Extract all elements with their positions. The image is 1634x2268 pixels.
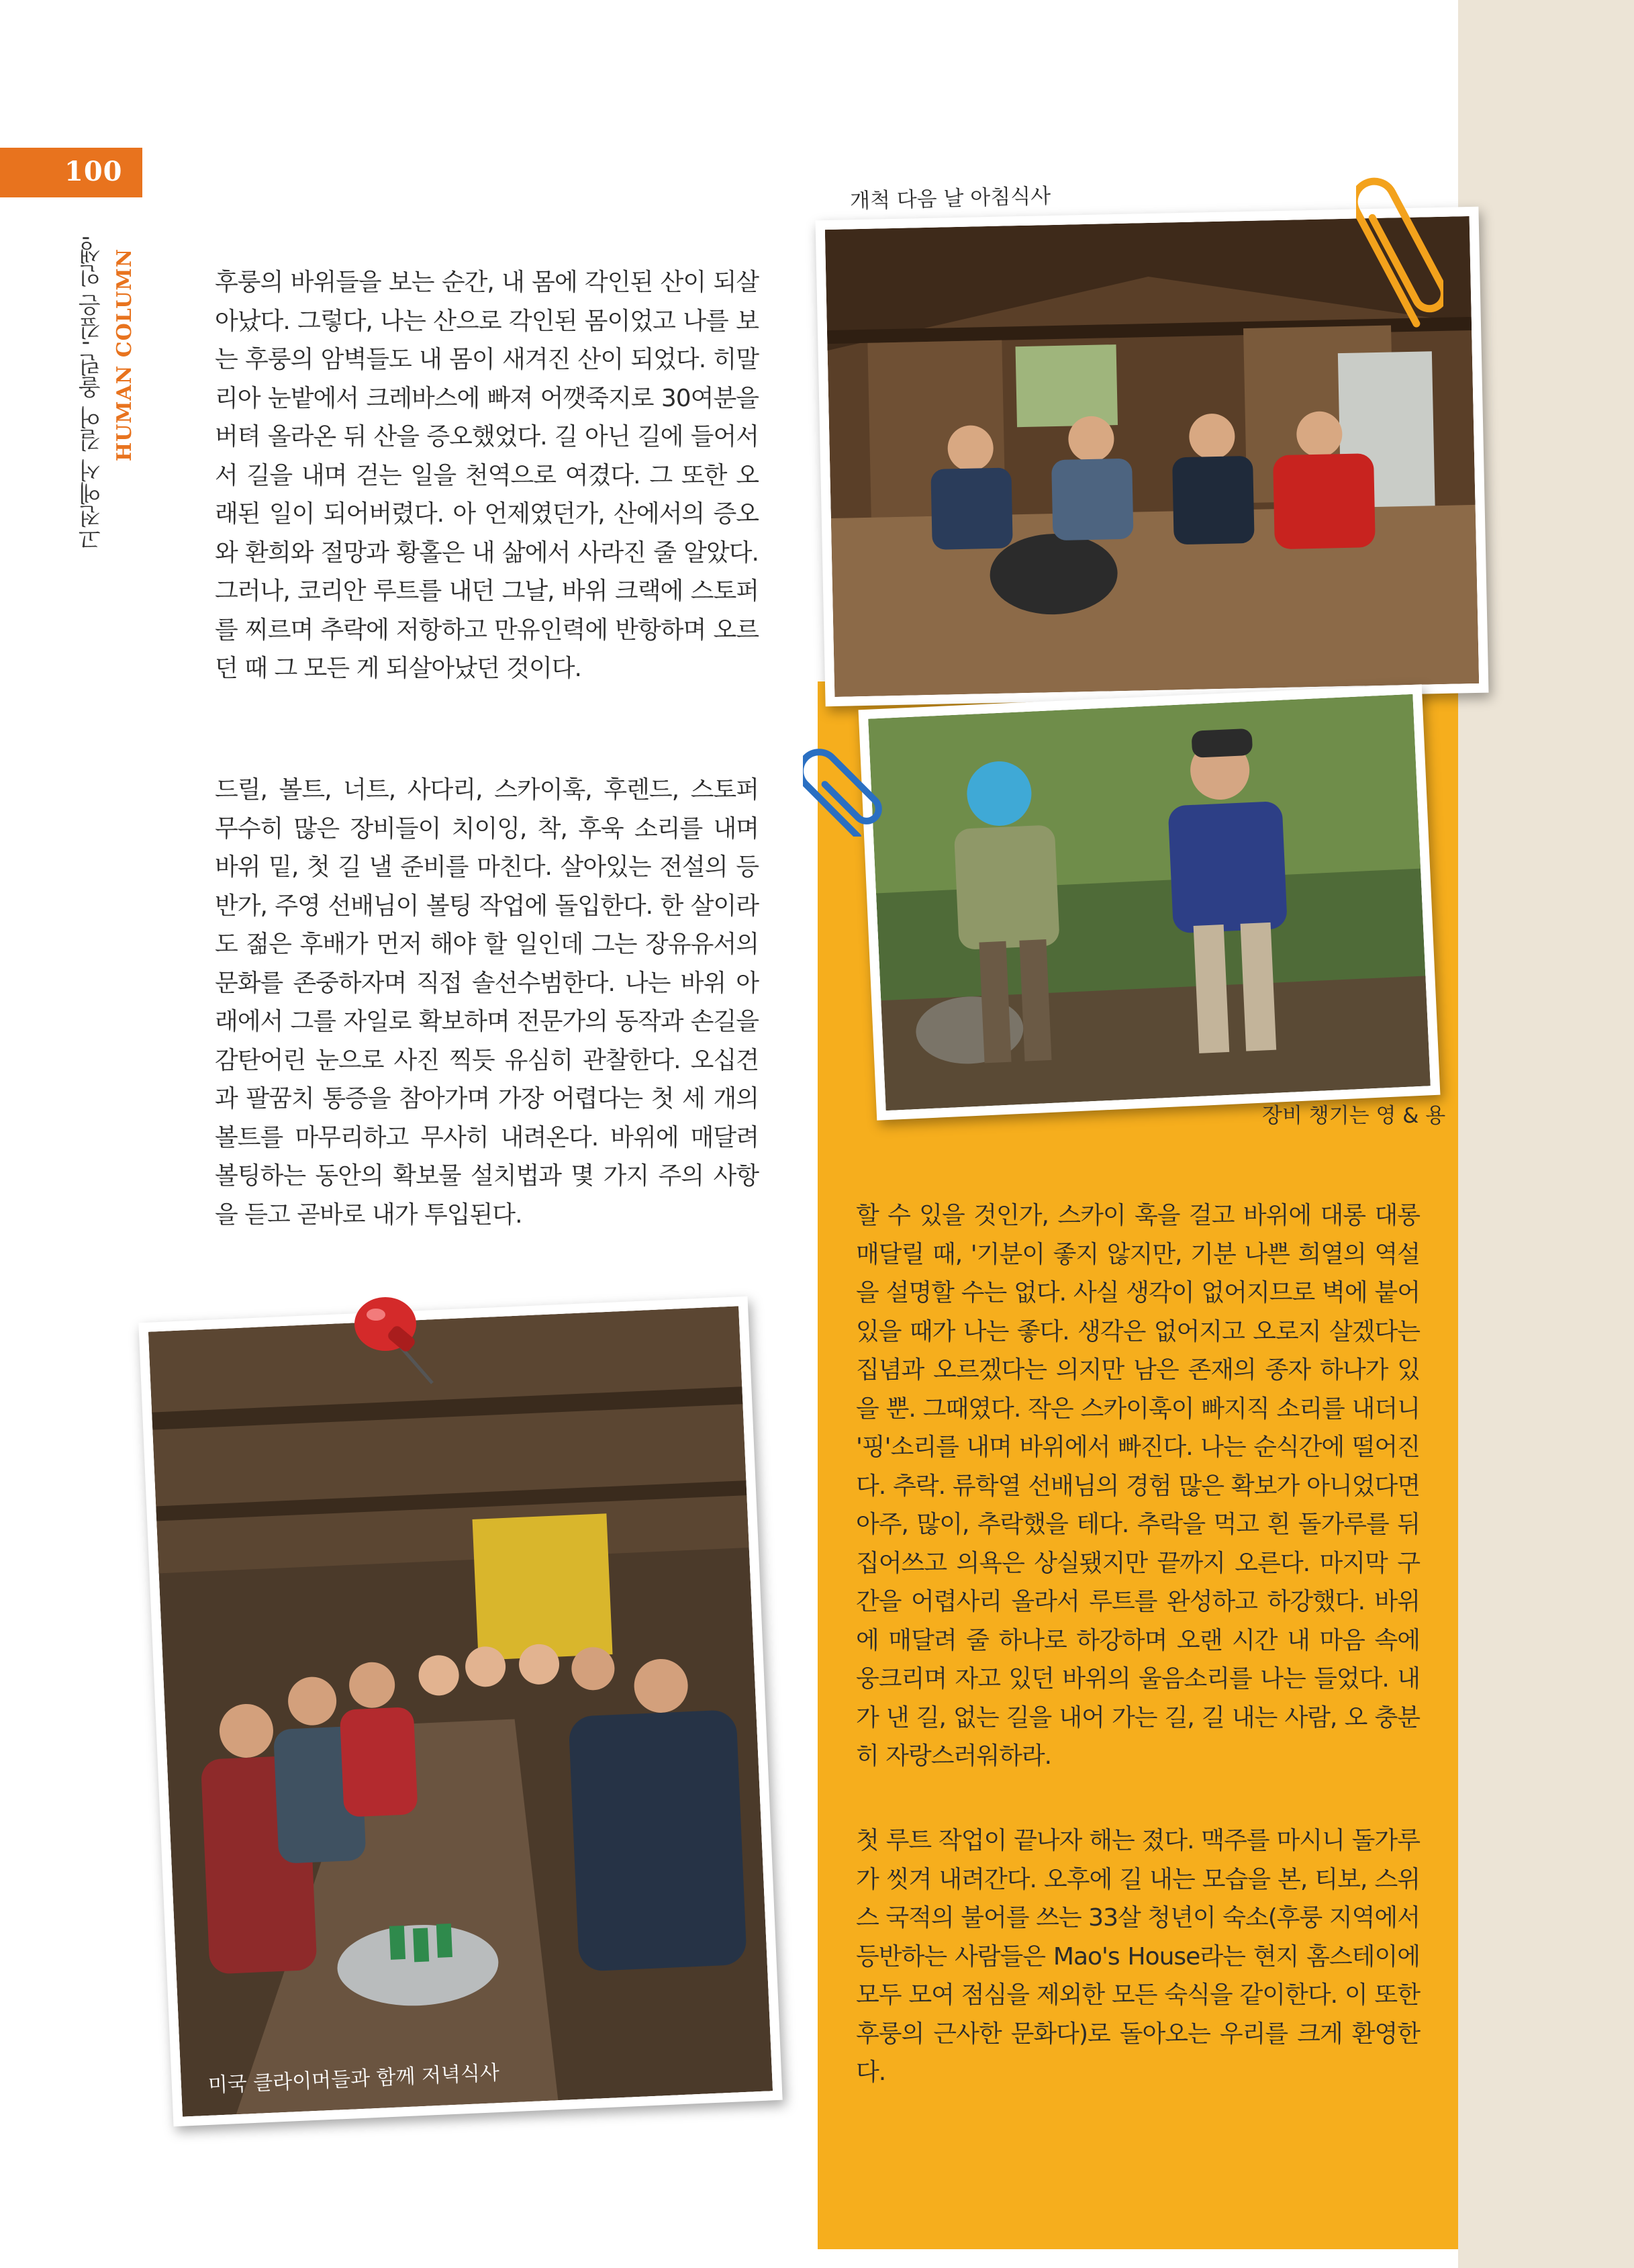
article-paragraph-2 <box>215 771 759 1234</box>
section-title: 고전에서 길어 올린 '깊은 인생' <box>79 235 105 551</box>
dinner-photo-caption: 미국 클라이머들과 함께 저녁식사 <box>207 2061 500 2097</box>
orange-paperclip-icon <box>1356 169 1443 344</box>
red-pushpin-icon <box>346 1289 447 1390</box>
page-number: 100 <box>64 156 123 187</box>
gear-photo <box>859 684 1441 1120</box>
gear-photo-image <box>868 694 1431 1111</box>
gear-photo-caption: 장비 챙기는 영 & 용 <box>1262 1104 1446 1128</box>
paragraph-text: 드릴, 볼트, 너트, 사다리, 스카이훅, 후렌드, 스토퍼 무수히 많은 장비들이 치이잉, 착, 후욱 소리를 내며 바위 밑, 첫 길 낼 준비를 마친다. 살아있는 전설의 등반가, 주영 선배님이 볼팅 작업에 돌입한다. 한 살이라도 젊은 후배가 먼저 해야 할 일인데 그는 장유유서의 문화를 존중하자며 직접 솔선수범한다. 나는 바위 아래에서 그를 자일로 확보하며 전문가의 동작과 손길을 감탄어린 눈으로 사진 찍듯 유심히 관찰한다. 오십견과 팔꿈치 통증을 참아가며 가장 어렵다는 첫 세 개의 볼트를 마무리하고 무사히 내려온다. 바위에 매달려 볼팅하는 동안의 확보물 설치법과 몇 가지 주의 사항을 듣고 곧바로 내가 투입된다. <box>215 776 759 1229</box>
section-subtitle: HUMAN COLUMN <box>113 248 136 462</box>
paragraph-text: 할 수 있을 것인가, 스카이 훅을 걸고 바위에 대롱 대롱 매달릴 때, '기분이 좋지 않지만, 기분 나쁜 희열의 역설을 설명할 수는 없다. 사실 생각이 없어지므로 벽에 붙어 있을 때가 나는 좋다. 생각은 없어지고 오로지 살겠다는 집념과 오르겠다는 의지만 남은 존재의 종자 하나가 있을 뿐. 그때였다. 작은 스카이훅이 빠지직 소리를 내더니 '핑'소리를 내며 바위에서 빠진다. 나는 순식간에 떨어진다. 추락. 류학열 선배님의 경험 많은 확보가 아니었다면 아주, 많이, 추락했을 테다. 추락을 먹고 흰 돌가루를 뒤집어쓰고 의욕은 상실됐지만 끝까지 오른다. 마지막 구간을 어렵사리 올라서 루트를 완성하고 하강했다. 바위에 매달려 줄 하나로 하강하며 오랜 시간 내 마음 속에 웅크리며 자고 있던 바위의 울음소리를 나는 들었다. 내가 낸 길, 없는 길을 내어 가는 길, 길 내는 사람, 오 충분히 자랑스러워하라. <box>856 1202 1420 1770</box>
breakfast-photo-caption: 개척 다음 날 아침식사 <box>849 184 1051 214</box>
dinner-photo <box>138 1296 782 2126</box>
article-paragraph-3 <box>856 1196 1420 1776</box>
dinner-photo-image <box>148 1306 773 2116</box>
article-paragraph-1 <box>215 263 759 688</box>
paragraph-text: 후룽의 바위들을 보는 순간, 내 몸에 각인된 산이 되살아났다. 그렇다, 나는 산으로 각인된 몸이었고 나를 보는 후룽의 암벽들도 내 몸이 새겨진 산이 되었다. 히말리아 눈밭에서 크레바스에 빠져 어깻죽지로 30여분을 버텨 올라온 뒤 산을 증오했었다. 길 아닌 길에 들어서서 길을 내며 걷는 일을 천역으로 여겼다. 그 또한 오래된 일이 되어버렸다. 아 언제였던가, 산에서의 증오와 환희와 절망과 황홀은 내 삶에서 사라진 줄 알았다. 그러나, 코리안 루트를 내던 그날, 바위 크랙에 스토퍼를 찌르며 추락에 저항하고 만유인력에 반항하며 오르던 때 그 모든 게 되살아났던 것이다. <box>215 269 759 682</box>
article-paragraph-4 <box>856 1822 1420 2092</box>
blue-paperclip-icon <box>803 722 904 837</box>
paragraph-text: 첫 루트 작업이 끝나자 해는 졌다. 맥주를 마시니 돌가루가 씻겨 내려간다. 오후에 길 내는 모습을 본, 티보, 스위스 국적의 불어를 쓰는 33살 청년이 숙소(후룽 지역에서 등반하는 사람들은 Mao's House라는 현지 홈스테이에 모두 모여 점심을 제외한 모든 숙식을 같이한다. 이 또한 후룽의 근사한 문화다)로 돌아오는 우리를 크게 환영한다. <box>856 1827 1420 2086</box>
right-margin-strip <box>1458 0 1634 2268</box>
